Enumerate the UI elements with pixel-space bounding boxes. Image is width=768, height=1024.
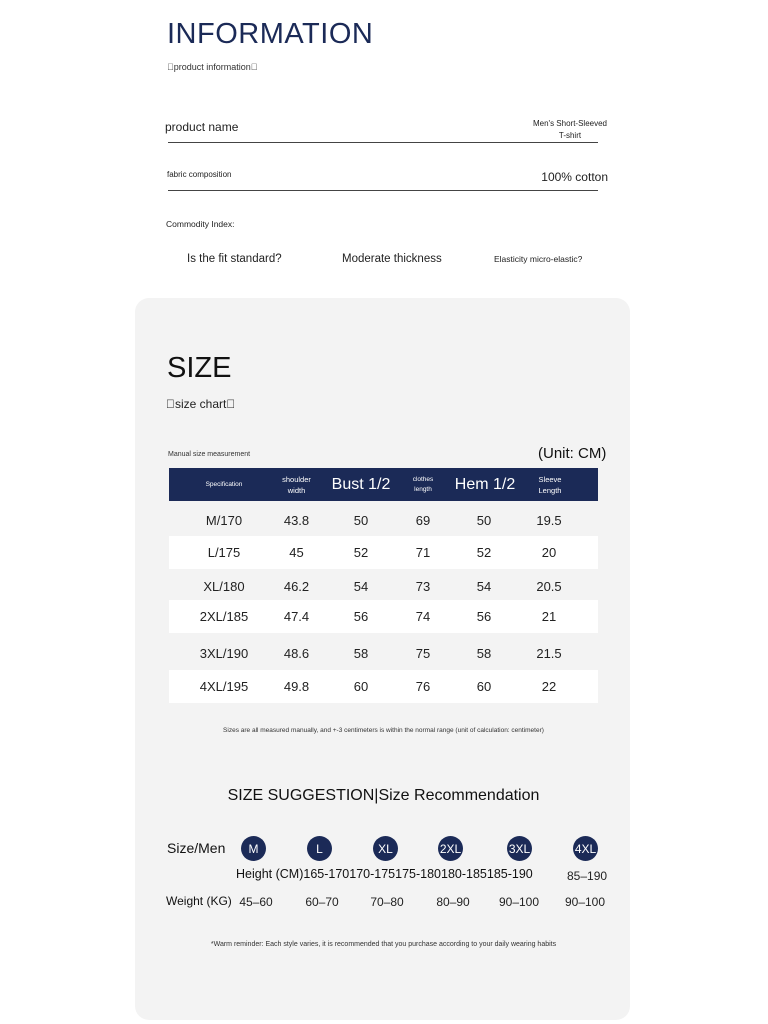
cell-length: 71: [415, 545, 431, 560]
information-subtitle:  product information : [167, 62, 258, 72]
cell-sleeve: 20.5: [536, 579, 562, 594]
index-item-elasticity: Elasticity micro-elastic?: [494, 254, 583, 264]
cell-spec: 4XL/195: [199, 679, 249, 694]
header-specification: Specification: [205, 480, 243, 488]
cell-spec: 3XL/190: [199, 646, 249, 661]
height-last-value: 85–190: [567, 869, 608, 883]
header-clothes-length: clothes length: [412, 475, 434, 493]
table-row: [169, 536, 598, 569]
cell-length: 75: [415, 646, 431, 661]
cell-bust: 52: [353, 545, 369, 560]
cell-sleeve: 21.5: [536, 646, 562, 661]
weight-value: 90–100: [564, 895, 606, 909]
product-name-value-line1: Men's Short-Sleeved: [532, 119, 607, 128]
weight-value: 45–60: [239, 895, 273, 909]
size-badge-xl: XL: [373, 836, 398, 861]
cell-spec: XL/180: [203, 579, 245, 594]
cell-bust: 56: [353, 609, 369, 624]
cell-shoulder: 46.2: [283, 579, 310, 594]
cell-sleeve: 22: [541, 679, 557, 694]
cell-shoulder: 48.6: [283, 646, 310, 661]
size-badge-l: L: [307, 836, 332, 861]
cell-sleeve: 19.5: [536, 513, 562, 528]
product-name-value-line2: T-shirt: [558, 131, 582, 140]
cell-sleeve: 21: [541, 609, 557, 624]
cell-hem: 52: [476, 545, 492, 560]
commodity-index-label: Commodity Index:: [166, 219, 235, 229]
cell-length: 73: [415, 579, 431, 594]
cell-length: 74: [415, 609, 431, 624]
measurement-note: Sizes are all measured manually, and +-3 centimeters is within the normal range (unit of calculation: centimeter): [223, 727, 544, 734]
cell-bust: 58: [353, 646, 369, 661]
size-chart-subtitle:  size chart : [166, 397, 236, 411]
information-title: INFORMATION: [167, 18, 374, 50]
cell-bust: 60: [353, 679, 369, 694]
table-row: [169, 570, 598, 603]
cell-shoulder: 49.8: [283, 679, 310, 694]
table-row: [169, 504, 598, 537]
cell-sleeve: 20: [541, 545, 557, 560]
header-bust: Bust 1/2: [331, 475, 391, 493]
index-item-fit: Is the fit standard?: [187, 253, 282, 265]
header-hem: Hem 1/2: [454, 475, 516, 493]
cell-hem: 56: [476, 609, 492, 624]
table-row: [169, 670, 598, 703]
header-shoulder-width: shoulder width: [282, 474, 311, 495]
product-name-label: product name: [165, 120, 239, 134]
cell-length: 69: [415, 513, 431, 528]
weight-value: 70–80: [370, 895, 404, 909]
cell-hem: 50: [476, 513, 492, 528]
cell-shoulder: 43.8: [283, 513, 310, 528]
size-title: SIZE: [167, 352, 232, 384]
size-table-header: [169, 468, 598, 501]
table-row: [169, 600, 598, 633]
cell-spec: 2XL/185: [199, 609, 249, 624]
fabric-composition-value: 100% cotton: [541, 170, 608, 184]
cell-shoulder: 47.4: [283, 609, 310, 624]
size-suggestion-title: SIZE SUGGESTION|Size Recommendation: [227, 787, 540, 804]
cell-hem: 58: [476, 646, 492, 661]
index-item-thickness: Moderate thickness: [342, 253, 442, 265]
cell-bust: 50: [353, 513, 369, 528]
cell-hem: 54: [476, 579, 492, 594]
weight-value: 90–100: [498, 895, 540, 909]
height-row: Height (CM)165-170170-175175-180180-185185-190: [236, 867, 533, 881]
size-badge-2xl: 2XL: [438, 836, 463, 861]
header-sleeve-length: Sleeve Length: [538, 474, 562, 495]
cell-bust: 54: [353, 579, 369, 594]
fabric-composition-label: fabric composition: [167, 170, 232, 179]
warm-reminder: *Warm reminder: Each style varies, it is recommended that you purchase according to your daily wearing habits: [210, 941, 557, 948]
cell-hem: 60: [476, 679, 492, 694]
size-badge-3xl: 3XL: [507, 836, 532, 861]
manual-measurement-label: Manual size measurement: [168, 451, 251, 458]
weight-label: Weight (KG): [166, 894, 232, 908]
cell-shoulder: 45: [289, 545, 304, 560]
weight-value: 80–90: [436, 895, 470, 909]
cell-spec: M/170: [205, 513, 243, 528]
product-name-value: [520, 118, 620, 142]
cell-length: 76: [415, 679, 431, 694]
size-badge-m: M: [241, 836, 266, 861]
table-row: [169, 637, 598, 670]
divider: [168, 190, 598, 191]
divider: [168, 142, 598, 143]
weight-value: 60–70: [305, 895, 339, 909]
size-badge-4xl: 4XL: [573, 836, 598, 861]
size-men-label: Size/Men: [167, 840, 226, 856]
cell-spec: L/175: [207, 545, 241, 560]
unit-label: (Unit: CM): [538, 445, 607, 462]
